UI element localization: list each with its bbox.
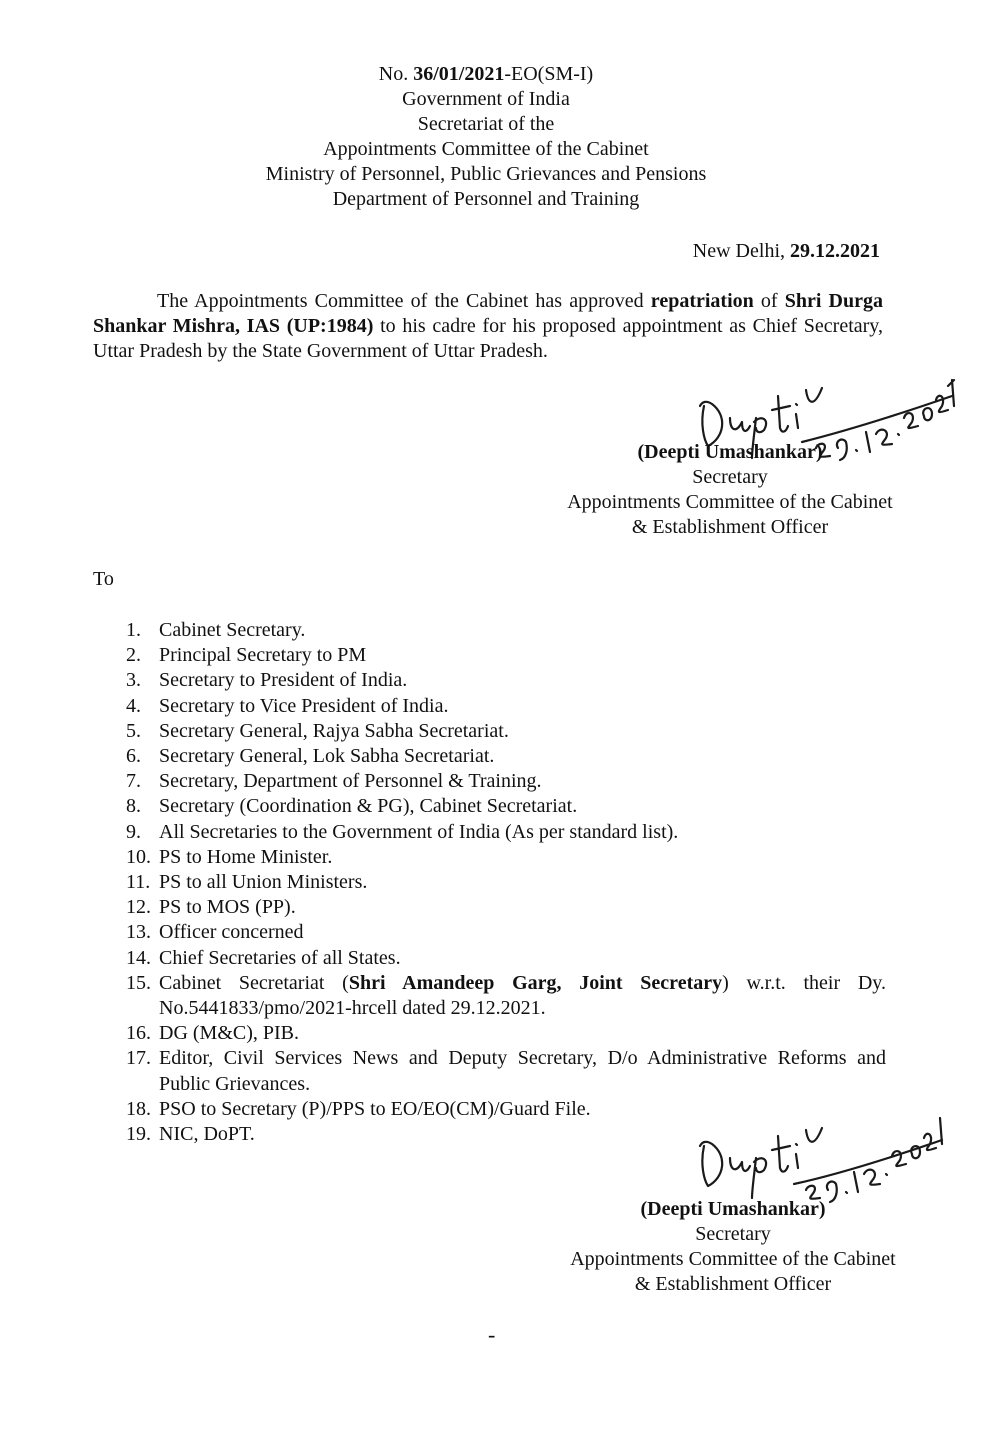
- recipient-number: 12.: [126, 896, 151, 919]
- recipient-item: [126, 668, 886, 693]
- signatory-office-2: & Establishment Officer: [634, 1273, 832, 1295]
- recipient-item: [126, 719, 886, 744]
- recipient-number: 6.: [126, 745, 141, 768]
- recipient-text: PS to all Union Ministers.: [159, 871, 368, 894]
- recipient-text: Cabinet Secretary.: [159, 619, 306, 641]
- recipient-text: Secretary, Department of Personnel & Training.: [159, 770, 542, 793]
- recipient-item: [126, 769, 886, 794]
- recipient-text: Chief Secretaries of all States.: [159, 946, 401, 969]
- recipient-text: PS to MOS (PP).: [159, 896, 296, 919]
- recipient-text: PSO to Secretary (P)/PPS to EO/EO(CM)/Guard File.: [159, 1097, 591, 1120]
- recipient-text: Secretary (Coordination & PG), Cabinet Secretariat.: [159, 795, 578, 818]
- recipient-item: [126, 744, 886, 769]
- recipient-text: Secretary General, Lok Sabha Secretariat.: [159, 745, 495, 768]
- recipient-text: Officer concerned: [159, 921, 304, 944]
- signature-block-2: [533, 1197, 933, 1297]
- recipient-number: 8.: [126, 795, 141, 818]
- signatory-office-2: & Establishment Officer: [631, 516, 829, 538]
- signature-block-1: [530, 440, 930, 540]
- signatory-designation: Secretary: [692, 466, 768, 488]
- recipient-text: Editor, Civil Services News and Deputy Secretary, D/o Administrative Reforms and Public Grievances.: [159, 1047, 886, 1095]
- recipient-text: Secretary General, Rajya Sabha Secretariat.: [159, 719, 509, 742]
- recipient-number: 17.: [126, 1047, 151, 1070]
- handwritten-signature-2: [690, 1104, 950, 1204]
- recipient-number: 19.: [126, 1123, 151, 1146]
- recipient-item: [126, 1021, 886, 1046]
- recipient-number: 1.: [126, 619, 141, 641]
- recipient-number: 4.: [126, 694, 141, 717]
- signatory-office: Appointments Committee of the Cabinet: [570, 1248, 896, 1270]
- header-line-committee: Appointments Committee of the Cabinet: [323, 138, 649, 160]
- recipient-item: [126, 845, 886, 870]
- recipient-text: DG (M&C), PIB.: [159, 1022, 300, 1045]
- recipient-text: Secretary to President of India.: [159, 669, 408, 692]
- signatory-name: (Deepti Umashankar): [637, 441, 823, 463]
- signatory-office: Appointments Committee of the Cabinet: [567, 491, 893, 513]
- recipient-text: PS to Home Minister.: [159, 845, 333, 868]
- body-paragraph: The Appointments Committee of the Cabinet has approved repatriation of Shri Durga Shankar Mishra, IAS (UP:1984) to his cadre for his proposed appointment as Chief Secretary, Uttar Pradesh by the State Government of Uttar Pradesh.: [93, 290, 884, 362]
- recipient-number: 11.: [126, 871, 151, 894]
- recipient-item: [126, 1046, 886, 1096]
- header-line-ministry: Ministry of Personnel, Public Grievances and Pensions: [265, 163, 707, 185]
- recipient-number: 14.: [126, 946, 151, 969]
- recipient-text: All Secretaries to the Government of India (As per standard list).: [159, 820, 679, 843]
- to-label: To: [93, 568, 114, 590]
- signatory-name: (Deepti Umashankar): [640, 1198, 826, 1220]
- recipient-number: 5.: [126, 719, 141, 742]
- recipient-item: [126, 895, 886, 920]
- dateline: New Delhi, 29.12.2021: [692, 240, 880, 262]
- recipient-number: 13.: [126, 921, 151, 944]
- header-line-government: Government of India: [402, 88, 570, 110]
- recipient-number: 2.: [126, 644, 141, 667]
- recipient-item: [126, 794, 886, 819]
- letter-header: [0, 62, 972, 212]
- recipient-item: [126, 946, 886, 971]
- recipient-item: [126, 820, 886, 845]
- recipient-number: 16.: [126, 1022, 151, 1045]
- recipient-item: [126, 870, 886, 895]
- recipient-list: [126, 618, 886, 1147]
- recipient-item: [126, 643, 886, 668]
- recipient-number: 18.: [126, 1097, 151, 1120]
- recipient-item: [126, 920, 886, 945]
- recipient-text: NIC, DoPT.: [159, 1123, 255, 1146]
- recipient-number: 7.: [126, 770, 141, 793]
- recipient-number: 15.: [126, 971, 151, 994]
- page-mark: -: [488, 1322, 496, 1347]
- recipient-number: 10.: [126, 845, 151, 868]
- signatory-designation: Secretary: [695, 1223, 771, 1245]
- recipient-item: [126, 694, 886, 719]
- file-number: No. 36/01/2021-EO(SM-I): [378, 63, 594, 85]
- recipient-text: Cabinet Secretariat (Shri Amandeep Garg, Joint Secretary) w.r.t. their Dy. No.5441833/pmo/2021-hrcell dated 29.12.2021.: [159, 971, 886, 1020]
- recipient-number: 9.: [126, 820, 141, 843]
- recipient-item: [126, 618, 886, 643]
- header-line-department: Department of Personnel and Training: [332, 188, 640, 210]
- header-line-secretariat: Secretariat of the: [417, 113, 555, 135]
- recipient-number: 3.: [126, 669, 141, 692]
- recipient-text: Secretary to Vice President of India.: [159, 694, 449, 717]
- recipient-item: [126, 971, 886, 1021]
- recipient-text: Principal Secretary to PM: [159, 644, 367, 667]
